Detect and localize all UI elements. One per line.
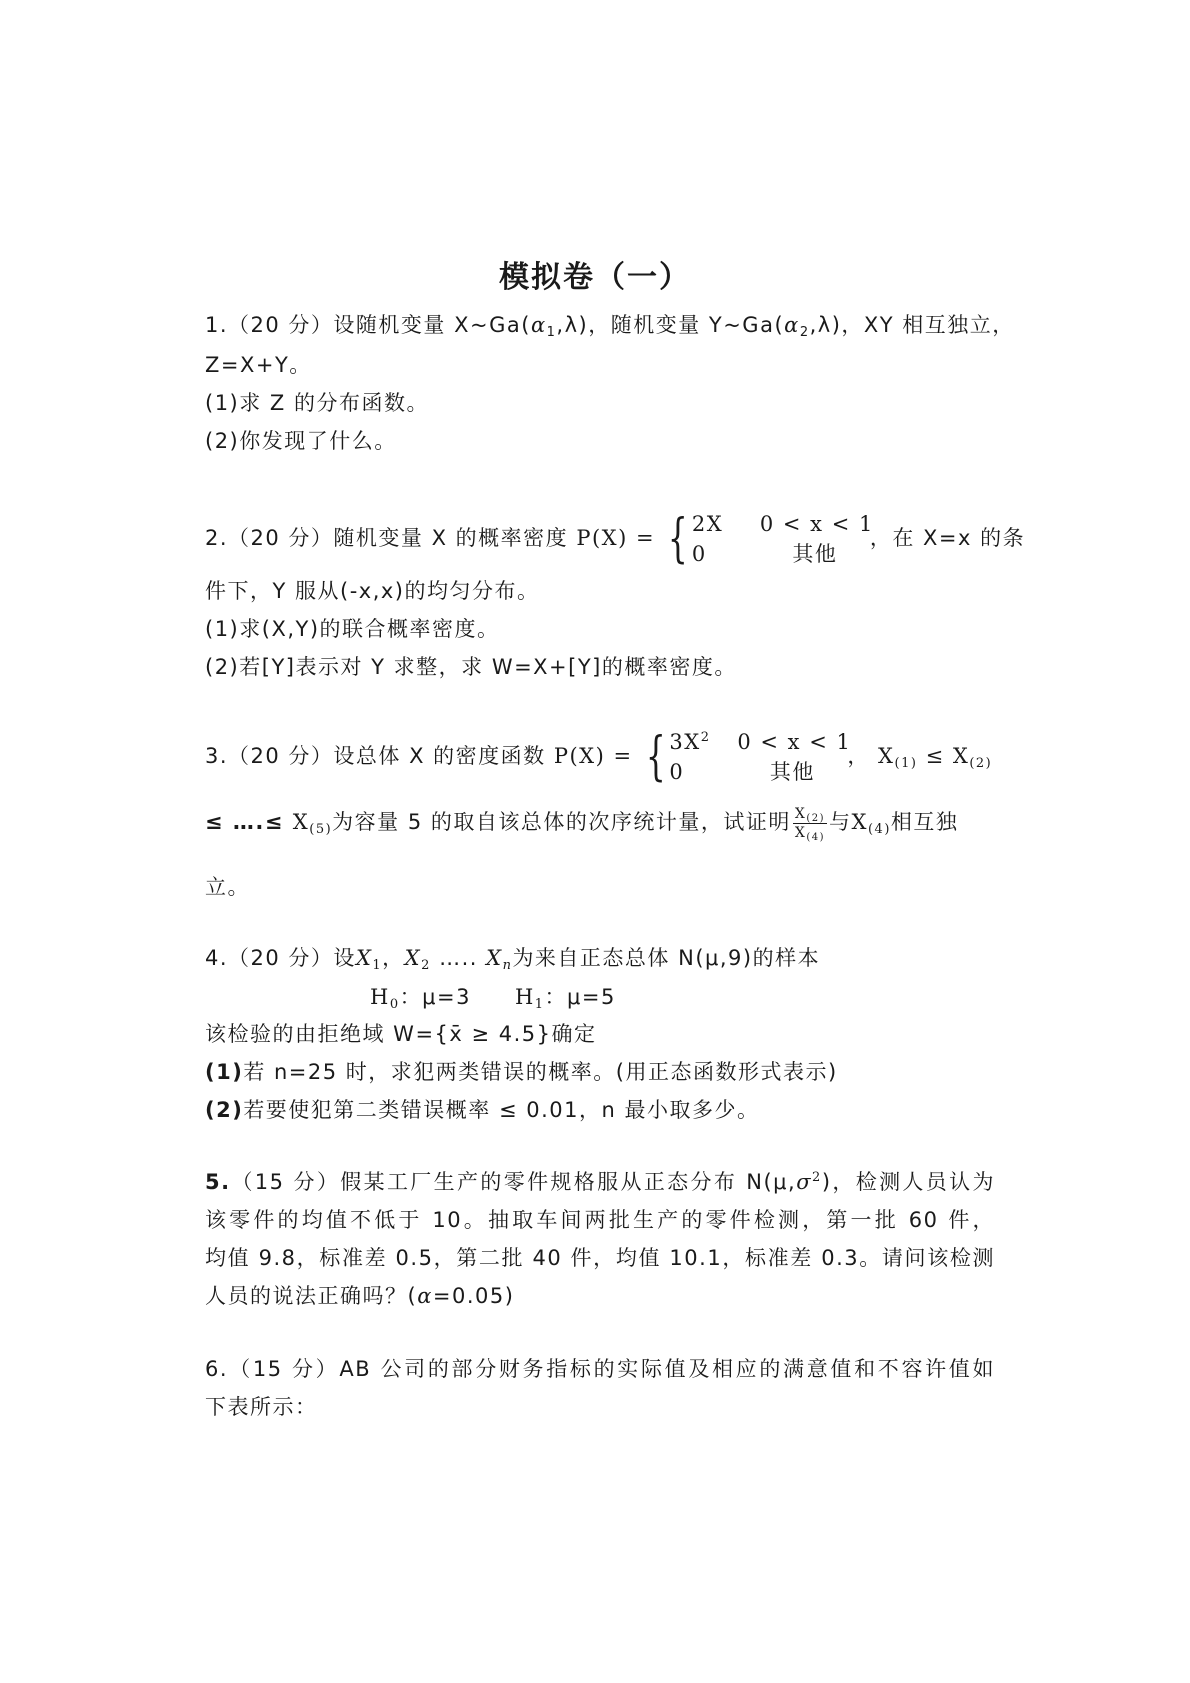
q3-r1c1: 3X [669,730,701,754]
q4-h0: H [370,985,390,1009]
q3-line2 [205,800,995,844]
q1-alpha-sub: 1 [546,325,557,340]
q3-x1: ， X [847,744,895,768]
q3-frac-num: X [794,805,807,822]
q5-line1 [205,1167,995,1197]
q2-line3: (1)求(X,Y)的联合概率密度。 [205,617,500,641]
q1-line1 [205,310,1015,340]
q3-frac-num-sub: (2) [806,812,826,824]
q2-r1c1: 2X [691,512,724,536]
q4-text: 为来自正态总体 N(μ,9)的样本 [512,946,821,970]
q4-xn: X [486,946,503,970]
q4-line5 [205,1095,995,1125]
q1-alpha: α [530,313,547,337]
q3-line1 [205,726,995,786]
q4-x2: X [404,946,422,970]
q4-h1-sub: 1 [534,997,545,1012]
q2-r1c2: 0 < x < 1 [759,512,874,536]
q4-lead: 4.（20 分）设 [205,946,356,970]
q3-and: 与 [829,810,852,834]
q4-h1-text: ：μ=5 [544,985,616,1009]
q1-text-d: ,λ)，随机变量 Y~Ga( [556,313,785,337]
q3-x2-sub: (2) [969,756,993,771]
q3-x5-sub: (5) [309,822,333,837]
q4-line3: 该检验的由拒绝域 W={x̄ ≥ 4.5}确定 [205,1022,597,1046]
q4-hypotheses [370,982,770,1012]
q4-x1-sub: 1 [372,958,383,973]
q2-r2c2: 其他 [792,542,838,566]
q3-x2: ≤ X [917,744,970,768]
q3-x4: X [851,810,868,834]
q4-part1-num: (1) [205,1060,244,1084]
q4-x1: X [355,946,373,970]
q2-line4: (2)若[Y]表示对 Y 求整，求 W=X+[Y]的概率密度。 [205,655,737,679]
q4-h0-text: ：μ=3 [399,985,471,1009]
q1-alpha2-sub: 2 [799,325,810,340]
q5-sigma: σ [796,1170,813,1194]
q3-px: P(X) = [553,744,641,768]
q3-x4-sub: (4) [867,822,891,837]
q4-line1 [205,943,995,973]
q3-r1c2: 0 < x < 1 [737,730,852,754]
q2-brace: { [668,509,689,569]
q5-line3: 均值 9.8，标准差 0.5，第二批 40 件，均值 10.1，标准差 0.3。请问该检测 [205,1246,995,1270]
q5-text-a: （15 分）假某工厂生产的零件规格服从正态分布 N(μ, [230,1170,797,1194]
q5-num: 5. [205,1170,231,1194]
q2-line1 [205,508,1026,569]
q4-h1: H [514,985,535,1009]
q5-line4-tail: =0.05) [432,1284,515,1308]
q5-sigma-sup: 2 [812,1170,822,1185]
q2-px: P(X) = [576,526,664,550]
q4-line4 [205,1057,995,1087]
q3-lead: 3.（20 分）设总体 X 的密度函数 [205,744,554,768]
q3-leq: ≤ ….≤ [205,810,293,834]
q1-text-a: 1.（20 分）设随机变量 X~Ga( [205,313,531,337]
q5-alpha: α [417,1284,433,1308]
q3-fraction [793,805,827,842]
q6-line2: 下表所示： [205,1395,318,1419]
page-title: 模拟卷（一） [499,260,691,295]
q2-lead: 2.（20 分）随机变量 X 的概率密度 [205,526,577,550]
q4-x2-sub: 2 [421,958,431,973]
q4-sep: ， [382,946,405,970]
q3-text: 为容量 5 的取自该总体的次序统计量，试证明 [332,810,791,834]
q5-line2: 该零件的均值不低于 10。抽取车间两批生产的零件检测，第一批 60 件， [205,1208,995,1232]
q5-line4 [205,1281,995,1311]
q1-line2: Z=X+Y。 [205,353,312,377]
q3-brace: { [645,727,667,787]
q2-line2: 件下，Y 服从(-x,x)的均匀分布。 [205,579,540,603]
q5-text-b: )，检测人员认为 [821,1170,995,1194]
q4-part2-num: (2) [205,1098,244,1122]
q3-frac-den: X [794,824,807,841]
q2-tail: ，在 X=x 的条 [869,526,1026,550]
q4-dots: ….. [430,946,487,970]
q1-line3: (1)求 Z 的分布函数。 [205,391,429,415]
q3-frac-den-sub: (4) [806,831,826,843]
q3-r2c1: 0 [669,760,685,784]
q3-line3: 立。 [205,875,250,899]
q4-part1-text: 若 n=25 时，求犯两类错误的概率。(用正态函数形式表示) [243,1060,838,1084]
q2-r2c1: 0 [691,542,707,566]
q3-r2c2: 其他 [769,760,815,784]
q2-piecewise [663,509,874,569]
q1-text-g: ,λ)，XY 相互独立， [809,313,1015,337]
q3-x5: X [292,810,310,834]
q4-part2-text: 若要使犯第二类错误概率 ≤ 0.01，n 最小取多少。 [243,1098,760,1122]
q1-line4: (2)你发现了什么。 [205,429,397,453]
q3-piecewise [641,727,852,787]
q6-line1: 6.（15 分）AB 公司的部分财务指标的实际值及相应的满意值和不容许值如 [205,1357,995,1381]
q4-h0-sub: 0 [389,997,400,1012]
q5-line4-text: 人员的说法正确吗？( [205,1284,418,1308]
q3-r1c1-sup: 2 [700,730,711,745]
q3-x1-sub: (1) [894,756,918,771]
q1-alpha2: α [784,313,800,337]
q4-xn-sub: n [502,958,513,973]
q3-tail: 相互独 [890,810,959,834]
